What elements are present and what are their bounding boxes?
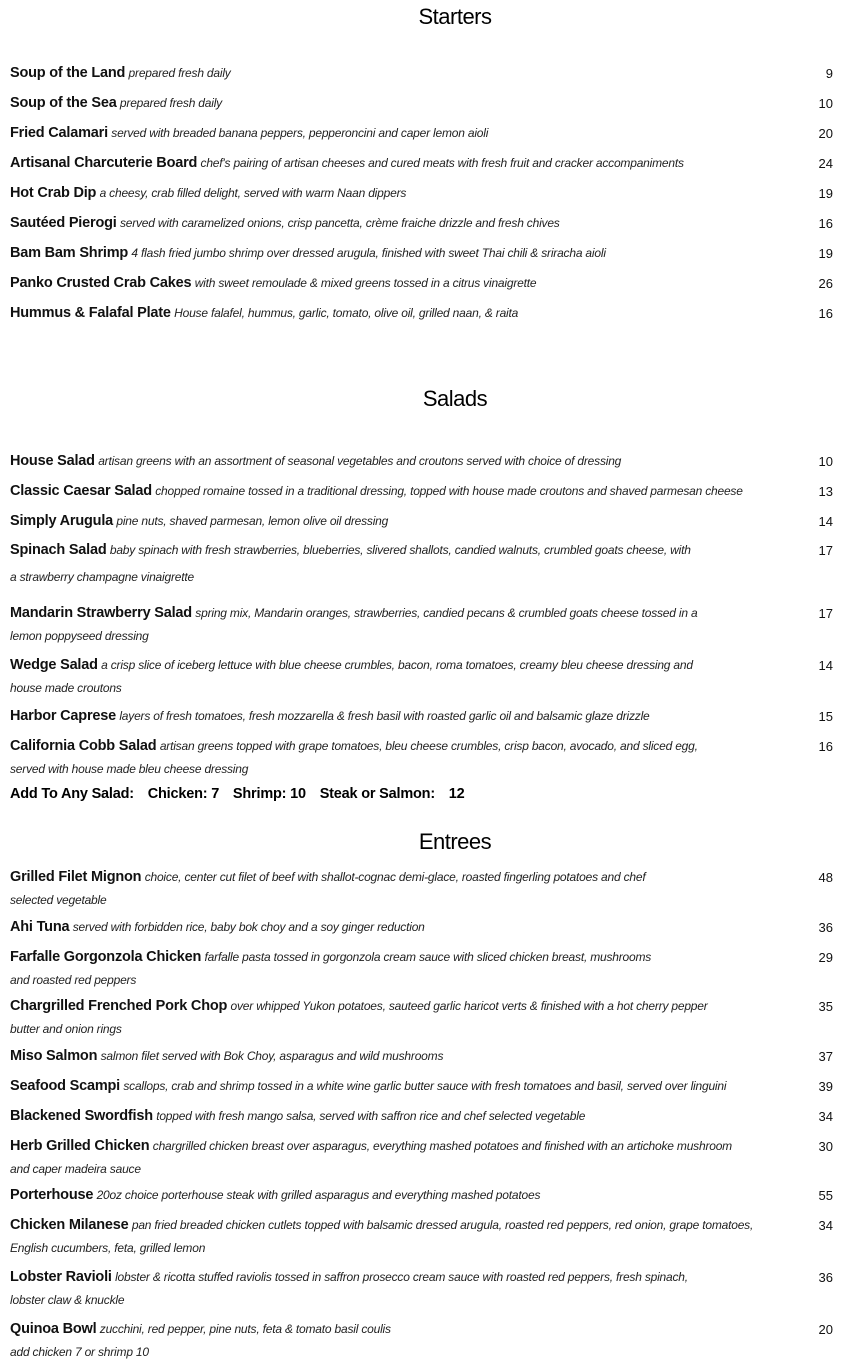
item-price: 35 — [818, 999, 833, 1014]
item-description: scallops, crab and shrimp tossed in a white wine garlic butter sauce with fresh tomatoes and basil, served over linguini — [123, 1079, 727, 1093]
item-price: 29 — [818, 950, 833, 965]
menu-item — [10, 1318, 833, 1364]
item-name: Hot Crab Dip — [10, 185, 97, 201]
item-price: 37 — [818, 1049, 833, 1064]
item-price: 20 — [818, 126, 833, 141]
menu-item — [10, 916, 833, 939]
menu-item — [10, 302, 833, 325]
item-description-continued: lemon poppyseed dressing — [10, 629, 149, 643]
item-name: Chicken Milanese — [10, 1217, 129, 1233]
item-name: Wedge Salad — [10, 657, 98, 673]
menu-item — [10, 1266, 833, 1312]
item-price: 16 — [818, 216, 833, 231]
item-name: Porterhouse — [10, 1187, 94, 1203]
addon-chicken: Chicken: 7 — [147, 786, 220, 802]
item-description-continued: and roasted red peppers — [10, 973, 137, 987]
item-price: 9 — [825, 66, 833, 81]
item-name: Panko Crusted Crab Cakes — [10, 275, 192, 291]
item-description: 20oz choice porterhouse steak with grilled asparagus and everything mashed potatoes — [96, 1188, 541, 1202]
item-description: served with forbidden rice, baby bok choy and a soy ginger reduction — [72, 920, 425, 934]
item-description: served with caramelized onions, crisp pancetta, crème fraiche drizzle and fresh chives — [119, 216, 560, 230]
entrees-heading: Entrees — [418, 829, 492, 854]
menu-item — [10, 510, 833, 533]
item-price: 19 — [818, 246, 833, 261]
menu-item — [10, 539, 833, 589]
menu-item — [10, 1184, 833, 1207]
item-description: a cheesy, crab filled delight, served with warm Naan dippers — [99, 186, 407, 200]
item-price: 36 — [818, 920, 833, 935]
item-price: 36 — [818, 1270, 833, 1285]
menu-item — [10, 654, 833, 700]
item-description: spring mix, Mandarin oranges, strawberries, candied pecans & crumbled goats cheese tossed in a — [195, 606, 698, 620]
item-price: 24 — [818, 156, 833, 171]
addon-steak: Steak or Salmon: — [319, 786, 435, 802]
item-price: 16 — [818, 739, 833, 754]
item-price: 34 — [818, 1218, 833, 1233]
salads-heading: Salads — [422, 386, 488, 411]
menu-item — [10, 242, 833, 265]
menu-item — [10, 212, 833, 235]
item-name: Harbor Caprese — [10, 708, 116, 724]
item-name: Soup of the Land — [10, 65, 126, 81]
menu-item — [10, 272, 833, 295]
item-name: Seafood Scampi — [10, 1078, 121, 1094]
item-name: Artisanal Charcuterie Board — [10, 155, 198, 171]
item-name: Chargrilled Frenched Pork Chop — [10, 998, 228, 1014]
item-description: artisan greens topped with grape tomatoes, bleu cheese crumbles, crisp bacon, avocado, and sliced egg, — [159, 739, 698, 753]
item-price: 26 — [818, 276, 833, 291]
item-price: 10 — [818, 96, 833, 111]
item-description-continued: butter and onion rings — [10, 1022, 122, 1036]
addon-shrimp: Shrimp: 10 — [232, 786, 306, 802]
item-name: Miso Salmon — [10, 1048, 98, 1064]
item-name: Lobster Ravioli — [10, 1269, 112, 1285]
item-name: Spinach Salad — [10, 542, 107, 558]
addon-label: Add To Any Salad: — [10, 786, 134, 802]
item-description: 4 flash fried jumbo shrimp over dressed arugula, finished with sweet Thai chili & sriracha aioli — [131, 246, 606, 260]
item-description-continued: served with house made bleu cheese dressing — [10, 762, 249, 776]
item-price: 16 — [818, 306, 833, 321]
item-description: chef's pairing of artisan cheeses and cured meats with fresh fruit and cracker accompaniments — [200, 156, 684, 170]
salad-addons — [10, 786, 475, 802]
item-name: Soup of the Sea — [10, 95, 117, 111]
menu-item — [10, 602, 833, 648]
item-description: salmon filet served with Bok Choy, asparagus and wild mushrooms — [100, 1049, 444, 1063]
item-description-continued: add chicken 7 or shrimp 10 — [10, 1345, 149, 1359]
item-description: layers of fresh tomatoes, fresh mozzarella & fresh basil with roasted garlic oil and balsamic glaze drizzle — [119, 709, 650, 723]
item-description-continued: selected vegetable — [10, 893, 107, 907]
item-price: 34 — [818, 1109, 833, 1124]
menu-item — [10, 1135, 833, 1181]
item-description-continued: and caper madeira sauce — [10, 1162, 141, 1176]
starters-heading: Starters — [418, 4, 492, 29]
menu-item — [10, 735, 833, 781]
item-description: farfalle pasta tossed in gorgonzola cream sauce with sliced chicken breast, mushrooms — [204, 950, 652, 964]
menu-item — [10, 182, 833, 205]
menu-item — [10, 122, 833, 145]
item-name: Farfalle Gorgonzola Chicken — [10, 949, 202, 965]
menu-item — [10, 92, 833, 115]
item-description: with sweet remoulade & mixed greens tossed in a citrus vinaigrette — [194, 276, 537, 290]
item-name: Simply Arugula — [10, 513, 114, 529]
menu-item — [10, 866, 833, 912]
item-description: a crisp slice of iceberg lettuce with blue cheese crumbles, bacon, roma tomatoes, creamy bleu cheese dressing and — [101, 658, 693, 672]
item-name: Ahi Tuna — [10, 919, 70, 935]
item-description: over whipped Yukon potatoes, sauteed garlic haricot verts & finished with a hot cherry pepper — [230, 999, 708, 1013]
item-description: artisan greens with an assortment of seasonal vegetables and croutons served with choice of dressing — [98, 454, 622, 468]
item-description-continued: house made croutons — [10, 681, 122, 695]
item-price: 17 — [818, 543, 833, 558]
item-description: choice, center cut filet of beef with shallot-cognac demi-glace, roasted fingerling potatoes and chef — [144, 870, 646, 884]
item-description: pine nuts, shaved parmesan, lemon olive oil dressing — [116, 514, 389, 528]
item-description-continued: English cucumbers, feta, grilled lemon — [10, 1241, 206, 1255]
item-price: 13 — [818, 484, 833, 499]
item-description-continued: a strawberry champagne vinaigrette — [10, 570, 194, 584]
addon-steak-price: 12 — [448, 786, 465, 802]
item-description: House falafel, hummus, garlic, tomato, olive oil, grilled naan, & raita — [174, 306, 519, 320]
menu-item — [10, 450, 833, 473]
item-description: prepared fresh daily — [128, 66, 231, 80]
menu-item — [10, 152, 833, 175]
item-price: 19 — [818, 186, 833, 201]
item-price: 10 — [818, 454, 833, 469]
item-description: pan fried breaded chicken cutlets topped with balsamic dressed arugula, roasted red peppers, red onion, grape tomatoes, — [131, 1218, 754, 1232]
item-name: House Salad — [10, 453, 95, 469]
item-price: 30 — [818, 1139, 833, 1154]
menu-item — [10, 705, 833, 728]
menu-item — [10, 480, 833, 503]
item-description: topped with fresh mango salsa, served with saffron rice and chef selected vegetable — [156, 1109, 586, 1123]
item-price: 20 — [818, 1322, 833, 1337]
menu-item — [10, 62, 833, 85]
item-name: Quinoa Bowl — [10, 1321, 97, 1337]
item-name: Classic Caesar Salad — [10, 483, 152, 499]
item-description: lobster & ricotta stuffed raviolis tossed in saffron prosecco cream sauce with roasted red peppers, fresh spinach, — [115, 1270, 688, 1284]
item-description: zucchini, red pepper, pine nuts, feta & tomato basil coulis — [99, 1322, 391, 1336]
item-name: Mandarin Strawberry Salad — [10, 605, 192, 621]
item-description: prepared fresh daily — [119, 96, 222, 110]
item-description: chargrilled chicken breast over asparagus, everything mashed potatoes and finished with an artichoke mushroom — [152, 1139, 732, 1153]
menu-item — [10, 946, 833, 992]
item-name: Blackened Swordfish — [10, 1108, 153, 1124]
item-name: Hummus & Falafal Plate — [10, 305, 171, 321]
item-price: 17 — [818, 606, 833, 621]
item-price: 55 — [818, 1188, 833, 1203]
item-price: 15 — [818, 709, 833, 724]
item-description: baby spinach with fresh strawberries, blueberries, slivered shallots, candied walnuts, crumbled goats cheese, with — [109, 543, 691, 557]
item-name: Sautéed Pierogi — [10, 215, 117, 231]
item-price: 14 — [818, 658, 833, 673]
item-name: Bam Bam Shrimp — [10, 245, 129, 261]
item-description-continued: lobster claw & knuckle — [10, 1293, 125, 1307]
item-price: 48 — [818, 870, 833, 885]
item-description: served with breaded banana peppers, pepperoncini and caper lemon aioli — [111, 126, 489, 140]
menu-item — [10, 995, 833, 1041]
menu-item — [10, 1045, 833, 1068]
menu-item — [10, 1075, 833, 1098]
item-price: 39 — [818, 1079, 833, 1094]
item-name: Herb Grilled Chicken — [10, 1138, 150, 1154]
menu-item — [10, 1105, 833, 1128]
menu-item — [10, 1214, 833, 1260]
item-name: Grilled Filet Mignon — [10, 869, 142, 885]
item-name: California Cobb Salad — [10, 738, 157, 754]
item-name: Fried Calamari — [10, 125, 108, 141]
item-description: chopped romaine tossed in a traditional dressing, topped with house made croutons and shaved parmesan cheese — [155, 484, 743, 498]
item-price: 14 — [818, 514, 833, 529]
